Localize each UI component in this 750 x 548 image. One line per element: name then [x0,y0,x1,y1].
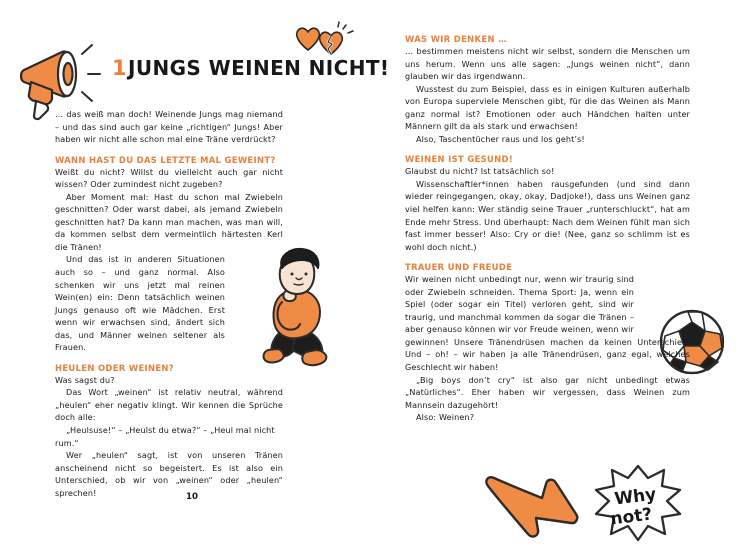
chapter-number: 1 [112,56,127,80]
paragraph: Wusstest du zum Beispiel, dass es in einigen Kulturen außerhalb von Europa superviele Menschen gibt, für die das Weinen als Mann ganz normal ist? Emotionen oder auch Händchen halten unter Männern gilt da als stark und erwachsen! [405,83,690,132]
paragraph: Und das ist in anderen Situationen auch so – und ganz normal. Also schenken wir uns jetzt mal reinen Wein(en) ein: Denn tatsächlich weinen Jungs genauso oft wie Mädchen. Erst wenn wir erwachsen sind, ändert sich das, und Männer weinen seltener als Frauen. [55,254,225,353]
paragraph: Wer „heulen“ sagt, ist von unseren Tränen anscheinend nicht so begeistert. Es ist also ein Unterschied, ob wir von „weinen“ oder „heulen“ sprechen! [55,450,283,498]
section-heading-wann-geweint: WANN HAST DU DAS LETZTE MAL GEWEINT? [55,154,276,165]
section-heading-was-wir-denken: WAS WIR DENKEN … [405,34,507,44]
section-heading-weinen-ist-gesund: WEINEN IST GESUND! [405,154,514,165]
paragraph: Was sagst du? [55,374,115,385]
right-page [390,0,750,543]
orange-arrow-icon [480,472,584,538]
intro-paragraph: … das weiß man doch! Weinende Jungs mag niemand – und das sind auch gar keine „richtigen“ Jungs! Aber haben wir nicht alle schon mal eine Träne verdrückt? [55,109,283,145]
paragraph: Das Wort „weinen“ ist relativ neutral, während „heulen“ eher negativ klingt. Wir kennen die Sprüche doch alle: [55,387,283,423]
paragraph: Glaubst du nicht? Ist tatsächlich so! [405,166,555,177]
boy-text-wrap-spacer [225,253,283,349]
paragraph: Wissenschaftler*innen haben rausgefunden (und sind dann wieder reingegangen, okay, okay, Dadjoke!), dass uns Weinen ganz viel helfen kann: Wer ständig seine Trauer „runterschluckt“, hat am Ende mehr Stress. Und überhaupt: Nach dem Weinen fühlt man sich fast immer besser! Also: Cry or die! (Nee, ganz so schlimm ist es wohl doch nicht.) [405,178,690,252]
paragraph: Weißt du nicht? Willst du vielleicht auch gar nicht wissen? Oder zumindest nicht zugeben? [55,166,283,190]
section-heading-heulen-oder-weinen: HEULEN ODER WEINEN? [55,362,174,373]
paragraph: Also, Taschentücher raus und los geht’s! [416,133,585,144]
section-heading-trauer-und-freude: TRAUER UND FREUDE [405,262,513,273]
paragraph: Also: Weinen? [416,412,475,423]
paragraph: … bestimmen meistens nicht wir selbst, sondern die Menschen um uns herum. Wenn uns alle sagen: „Jungs weinen nicht“, dann glauben wir das irgendwann. [405,46,690,82]
chapter-title-row [18,42,390,98]
left-column-text [55,108,283,499]
paragraph: Aber Moment mal: Hast du schon mal Zwiebeln geschnitten? Oder warst dabei, als jemand Zwiebeln geschnitten hat? Da kann man machen, was man will, da kommen selbst dem vermeintlich härtesten Kerl die Tränen! [55,191,283,252]
starburst-speech-bubble [588,460,688,548]
right-column-text [405,34,690,424]
page-number: 10 [186,492,198,502]
burst-text-line2: not? [609,504,654,530]
ball-text-wrap-spacer [634,273,690,333]
paragraph-quotes: „Heulsuse!“ – „Heulst du etwa?“ – „Heul mal nicht rum.“ [55,425,275,448]
paragraph: „Big boys don’t cry“ ist also gar nicht unbedingt etwas „Natürliches“. Eher haben wir vergessen, dass Weinen zum Mannsein dazugehört! [405,374,690,410]
chapter-title: JUNGS WEINEN NICHT! [128,56,390,80]
paragraph: Wir weinen nicht unbedingt nur, wenn wir traurig sind oder Zwiebeln schneiden. Thema Sport: Ja, wenn ein Spiel (oder sogar ein Titel) verloren geht, sind wir traurig, und manchmal kommen da sogar die Tränen – aber genauso können wir vor Freude weinen, wenn wir gewinnen! Unsere Tränendrüsen machen da keinen Unterschied. Und – oh! – wir haben ja alle Tränendrüsen, ganz egal, welches Geschlecht wir haben! [405,274,690,373]
burst-text-line1: Why [613,484,658,510]
